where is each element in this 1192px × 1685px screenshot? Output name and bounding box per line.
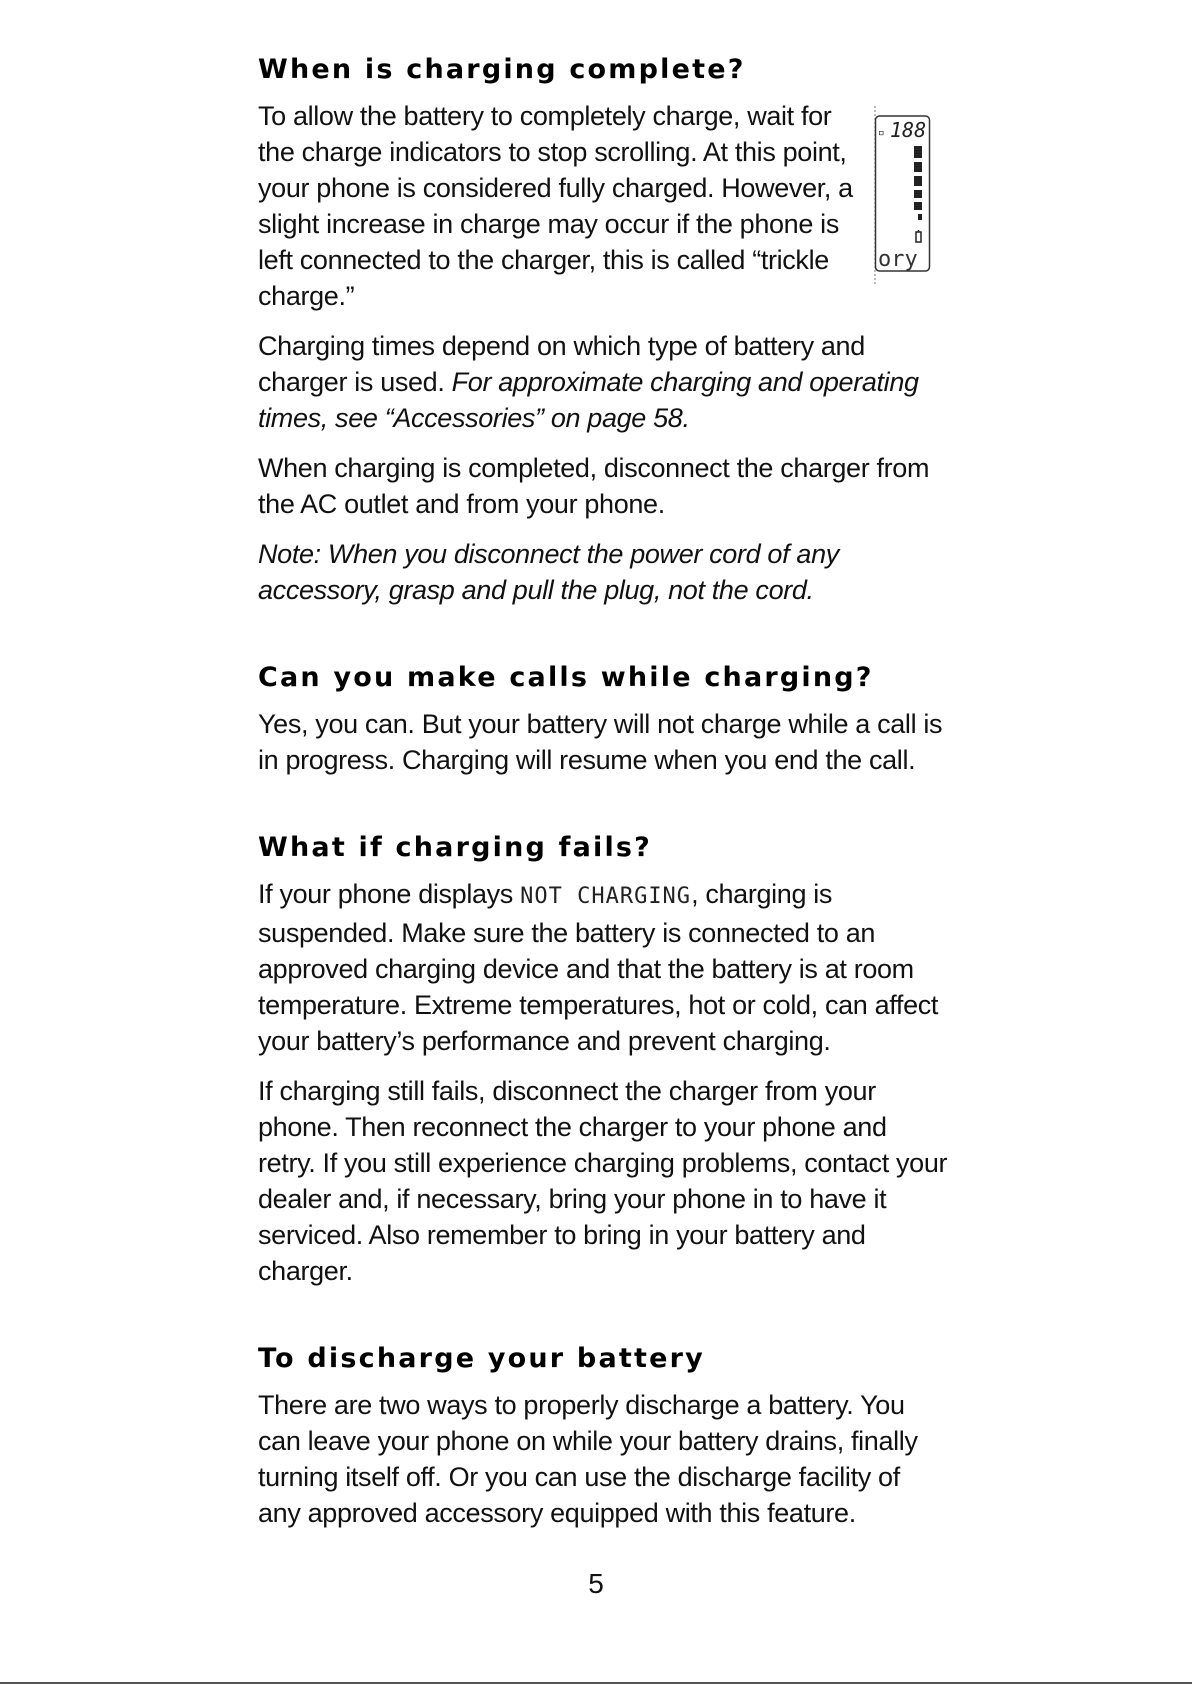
bottom-divider bbox=[0, 1682, 1192, 1684]
not-charging-text-before: If your phone displays bbox=[258, 879, 521, 909]
accessories-reference: For approximate charging and operating times, see “Accessories” on page 58. bbox=[258, 367, 919, 433]
paragraph-calls: Yes, you can. But your battery will not charge while a call is in progress. Charging will resume when you end the call. bbox=[258, 709, 943, 775]
paragraph-charge-indicators: To allow the battery to completely charge, wait for the charge indicators to stop scrolling. At this point, your phone is considered fully charged. However, a slight increase in charge may occur if the phone is left connected to the charger, this is called “trickle charge.” bbox=[258, 101, 853, 311]
phone-display-illustration bbox=[874, 106, 934, 286]
note-power-cord: Note: When you disconnect the power cord of any accessory, grasp and pull the plug, not the cord. bbox=[258, 539, 839, 605]
heading-calls-while-charging: Can you make calls while charging? bbox=[258, 662, 874, 693]
page-number: 5 bbox=[588, 1568, 604, 1599]
paragraph-disconnect: When charging is completed, disconnect the charger from the AC outlet and from your phone. bbox=[258, 453, 930, 519]
manual-page bbox=[258, 52, 948, 1531]
display-signal-text: 188 bbox=[890, 118, 927, 142]
heading-charging-fails: What if charging fails? bbox=[258, 832, 653, 863]
not-charging-text-after: , charging is suspended. Make sure the battery is connected to an approved charging device and that the battery is at room temperature. Extreme temperatures, hot or cold, can affect your battery’s performance and prevent charging. bbox=[258, 879, 939, 1056]
heading-discharge-battery: To discharge your battery bbox=[258, 1343, 705, 1374]
paragraph-still-fails: If charging still fails, disconnect the charger from your phone. Then reconnect the charger to your phone and retry. If you still experience charging problems, contact your dealer and, if necessary, bring your phone in to have it serviced. Also remember to bring in your battery and charger. bbox=[258, 1076, 948, 1286]
svg-text:▫: ▫ bbox=[878, 126, 885, 139]
paragraph-discharge: There are two ways to properly discharge a battery. You can leave your phone on while your battery drains, finally turning itself off. Or you can use the discharge facility of any approved accessory equipped with this feature. bbox=[258, 1390, 918, 1528]
charging-times-text: Charging times depend on which type of battery and charger is used. bbox=[258, 331, 865, 397]
intro-block bbox=[258, 98, 948, 314]
heading-charging-complete: When is charging complete? bbox=[258, 54, 746, 85]
display-status-text: ory bbox=[878, 247, 918, 272]
paragraph-charging-times bbox=[258, 328, 948, 436]
not-charging-display-text: NOT CHARGING bbox=[520, 884, 692, 909]
paragraph-not-charging bbox=[258, 876, 948, 1059]
lcd-charge-icon bbox=[874, 106, 934, 286]
